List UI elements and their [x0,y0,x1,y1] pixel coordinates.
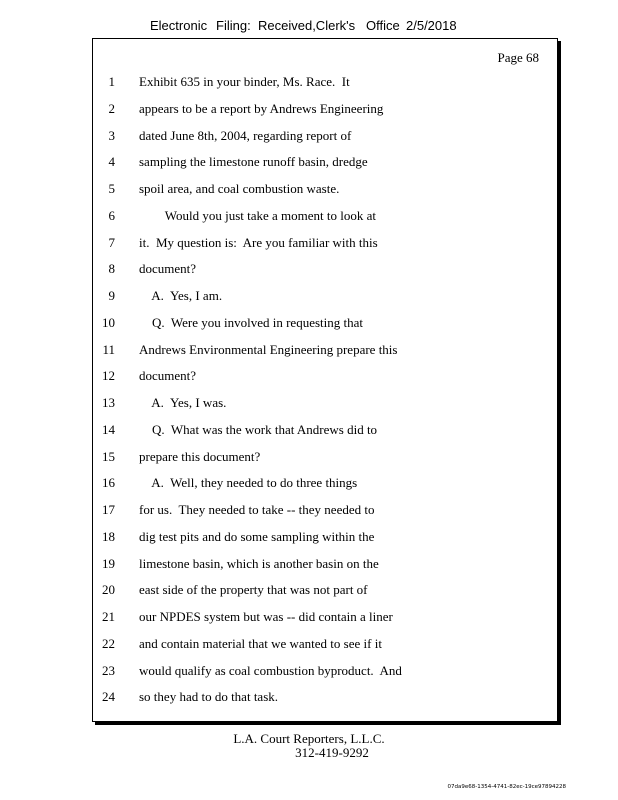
footer-company: L.A. Court Reporters, L.L.C. [233,731,385,746]
filing-header-filing: Filing: [216,18,251,33]
line-text: it. My question is: Are you familiar with this [139,234,378,250]
line-number: 15 [102,448,115,464]
line-text: Q. Were you involved in requesting that [139,314,364,330]
line-number: 10 [102,314,115,330]
filing-header-office: Office [366,18,400,33]
transcript-line [93,235,533,253]
transcript-line [93,395,533,413]
transcript-line [93,315,533,333]
line-number: 22 [102,635,115,651]
line-number: 18 [102,528,115,544]
line-text: spoil area, and coal combustion waste. [139,181,340,196]
line-text: prepare this document? [139,448,261,464]
transcript-line [93,288,533,306]
line-text: sampling the limestone runoff basin, dredge [139,154,368,170]
transcript-line [93,529,533,547]
transcript-line [93,556,533,574]
line-number: 12 [102,368,115,384]
line-text: would qualify as coal combustion byproduct. And [139,662,402,678]
transcript-line [93,261,533,279]
line-text: Andrews Environmental Engineering prepare this [139,341,398,357]
line-number: 4 [108,154,115,170]
filing-header-received: Received,Clerk's [258,18,356,33]
transcript-line [93,502,533,520]
line-number: 13 [102,395,115,410]
line-text: document? [139,368,197,384]
line-text: and contain material that we wanted to see if it [139,635,382,651]
transcript-line [93,449,533,467]
line-text: Exhibit 635 in your binder, Ms. Race. It [139,74,350,89]
line-number: 19 [102,555,115,571]
line-number: 16 [102,475,115,491]
transcript-line [93,582,533,600]
line-text: Would you just take a moment to look at [139,207,377,223]
filing-header-electronic: Electronic [150,18,208,33]
transcript-line [93,74,533,92]
line-text: our NPDES system but was -- did contain a liner [139,609,393,624]
transcript-line [93,475,533,493]
line-number: 7 [108,234,115,250]
filing-header [0,18,618,38]
line-number: 9 [108,288,115,303]
transcript-line [93,342,533,360]
line-number: 5 [108,181,115,196]
transcript-line [93,422,533,440]
transcript-line [93,663,533,681]
transcript-line [93,128,533,146]
line-number: 6 [108,207,115,223]
line-number: 14 [102,421,115,437]
line-text: for us. They needed to take -- they needed to [139,502,375,517]
footer-phone: 312-419-9292 [295,745,369,760]
line-text: dig test pits and do some sampling within the [139,528,375,544]
transcript-line [93,101,533,119]
line-text: A. Yes, I was. [139,395,227,410]
line-number: 3 [108,127,115,143]
line-number: 24 [102,689,115,705]
line-text: A. Yes, I am. [139,288,223,303]
filing-header-date: 2/5/2018 [406,18,457,33]
transcript-line [93,689,533,707]
line-text: dated June 8th, 2004, regarding report of [139,127,352,143]
line-number: 8 [108,261,115,277]
line-number: 2 [108,100,115,116]
footer [0,732,618,760]
page-number: Page 68 [497,50,539,65]
line-number: 17 [102,502,115,517]
transcript-line [93,154,533,172]
line-text: Q. What was the work that Andrews did to [139,421,378,437]
line-number: 11 [102,341,115,357]
transcript-line [93,636,533,654]
transcript-page [92,38,558,722]
transcript-line [93,181,533,199]
transcript-line [93,368,533,386]
line-number: 23 [102,662,115,678]
transcript-line [93,208,533,226]
line-text: limestone basin, which is another basin on the [139,555,379,571]
line-text: east side of the property that was not part of [139,582,368,598]
line-text: document? [139,261,197,277]
line-text: so they had to do that task. [139,689,279,705]
line-text: A. Well, they needed to do three things [139,475,358,491]
transcript-line [93,609,533,627]
line-number: 20 [102,582,115,598]
line-text: appears to be a report by Andrews Engineering [139,100,384,116]
line-number: 1 [108,74,115,89]
line-number: 21 [102,609,115,624]
document-id: 07da9e68-1354-4741-82ec-19ce97894228 [447,784,566,790]
